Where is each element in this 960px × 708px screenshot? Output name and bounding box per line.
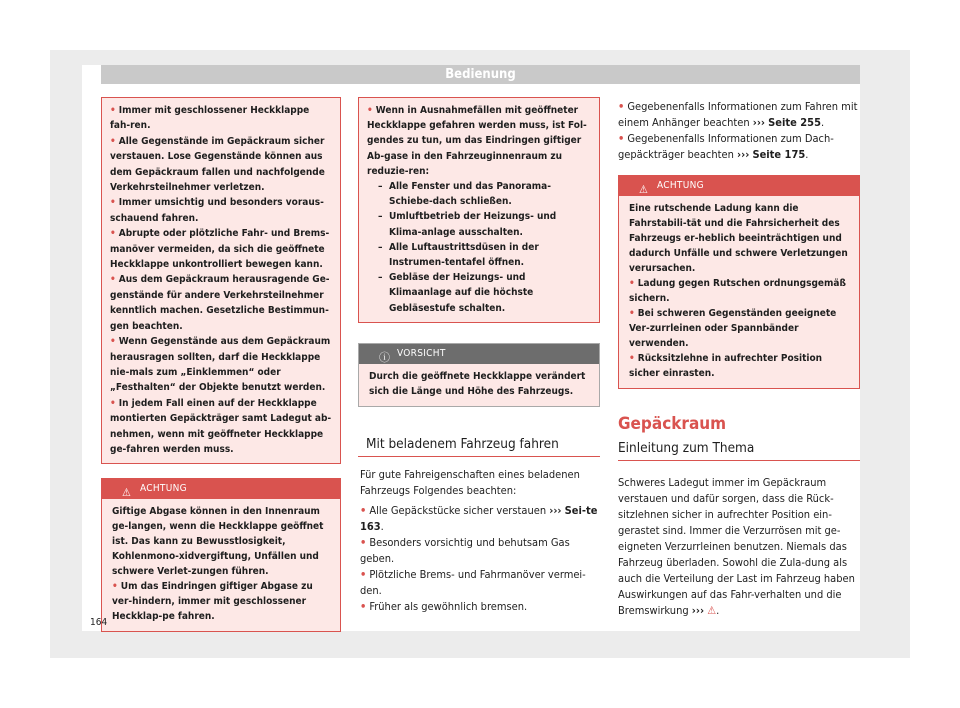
achtung-label: ACHTUNG [657, 180, 704, 191]
section-title: Mit beladenem Fahrzeug fahren [358, 437, 600, 458]
info-circle-icon: ⓘ [379, 350, 391, 364]
dash-list [367, 179, 591, 316]
achtung-header [619, 176, 859, 196]
intro-text: Für gute Fahreigenschaften eines beladenen Fahrzeugs Folgendes beachten: [360, 468, 580, 498]
list-item [110, 103, 332, 134]
bullet-icon: • [629, 353, 635, 364]
list-item [110, 134, 332, 196]
list-item [110, 195, 332, 226]
bullet-icon: • [110, 228, 116, 240]
bullet-icon: • [110, 197, 116, 209]
achtung-list [629, 276, 849, 381]
list-item-text: Alle Gepäckstücke sicher verstauen [369, 504, 547, 518]
achtung-text: Eine rutschende Ladung kann die Fahrstabili-tät und die Fahrsicherheit des Fahrzeugs er-heblich beeinträchtigen und dadurch Unfälle und schwere Verletzungen verursachen. [629, 203, 848, 274]
list-item-text: Immer mit geschlossener Heckklappe fah-ren. [110, 105, 310, 132]
vorsicht-header [359, 344, 599, 364]
list-item-text: Rücksitzlehne in aufrechter Position sicher einrasten. [629, 353, 823, 379]
dash-item-text: Gebläse der Heizungs- und Klimaanlage auf die höchste Gebläsestufe schalten. [389, 272, 534, 314]
warning-list [110, 103, 332, 457]
arrow-icon: ››› [691, 604, 705, 618]
arrow-icon: ››› [549, 504, 562, 518]
bullet-icon: • [110, 397, 116, 409]
arrow-icon: ››› [737, 148, 750, 161]
body-text: Schweres Ladegut immer im Gepäckraum verstauen und dafür sorgen, dass die Rück-sitzlehnen sicher in aufrechter Position ein-gerastet sind. Immer die Verzurrösen mit ge-eigneten Verzurrleinen benutzen. Niemals das Fahrzeug überladen. Sowohl die Zula-dung als auch die Verteilung der Last im Fahrzeug haben Auswirkungen auf das Fahr-verhalten und die Bremswirkung ››› ⚠. [618, 476, 855, 618]
list-item-text: Aus dem Gepäckraum herausragende Ge-genstände für andere Verkehrsteilnehmer kenntlich machen. Gesetzliche Bestimmun-gen beachten. [110, 274, 330, 332]
subheading: Einleitung zum Thema [618, 441, 860, 462]
bullet-icon: • [629, 278, 635, 289]
warning-triangle-icon[interactable]: ⚠ [707, 604, 717, 618]
list-item-text: Besonders vorsichtig und behutsam Gas geben. [360, 536, 570, 566]
list-item-text: In jedem Fall einen auf der Heckklappe montierten Gepäckträger samt Ladegut ab-nehmen, wenn mit geöffneter Heckklappe ge-fahren werden muss. [110, 397, 332, 455]
list-item [110, 272, 332, 334]
column-3 [618, 99, 860, 619]
dash-item [375, 270, 591, 316]
list-item: • Früher als gewöhnlich bremsen. [360, 600, 528, 614]
page-link[interactable]: Seite 255 [768, 116, 821, 129]
list-item: • Wenn in Ausnahmefällen mit geöffneter Heckklappe gefahren werden muss, ist Fol-gendes zu tun, um das Eindringen giftiger Ab-gase in den Fahrzeuginnenraum zu reduzie-ren: [367, 105, 587, 177]
list-item-text: Um das Eindringen giftiger Abgase zu ver-hindern, immer mit geschlossener Heckklap-pe fahren. [112, 581, 313, 623]
vorsicht-box [358, 343, 600, 407]
list-item: • Gegebenenfalls Informationen zum Fahren mit einem Anhänger beachten ››› Seite 255. [618, 100, 858, 129]
dash-icon: – [378, 181, 383, 193]
achtung-box-2 [618, 175, 860, 389]
list-item-text: Früher als gewöhnlich bremsen. [369, 600, 528, 614]
list-item-text: Gegebenenfalls Informationen zum Dach-gepäckträger beachten [618, 132, 834, 161]
bullet-icon: • [629, 308, 635, 319]
list-item [629, 276, 849, 306]
dash-item [375, 240, 591, 270]
list-item-text: Wenn Gegenstände aus dem Gepäckraum herausragen sollten, darf die Heckklappe nie-mals zum „Einklemmen“ oder „Festhalten“ der Objekte benutzt werden. [110, 336, 331, 394]
column-2 [358, 97, 600, 615]
list-item [629, 351, 849, 381]
list-item: • Plötzliche Brems- und Fahrmanöver vermei-den. [360, 568, 586, 598]
arrow-icon: ››› [752, 116, 766, 129]
list-item-text: Abrupte oder plötzliche Fahr- und Brems-manöver vermeiden, da sich die geöffnete Heckklappe unkontrolliert bewegen kann. [110, 228, 330, 271]
achtung-header [102, 479, 340, 499]
dash-icon: – [378, 272, 383, 284]
warning-box-continued-2 [358, 97, 600, 323]
dash-item [375, 209, 591, 239]
bullet-icon: • [110, 274, 116, 286]
dash-item-text: Umluftbetrieb der Heizungs- und Klima-anlage ausschalten. [389, 211, 557, 238]
achtung-text: Giftige Abgase können in den Innenraum ge-langen, wenn die Heckklappe geöffnet ist. Das kann zu Bewusstlosigkeit, Kohlenmono-xidvergiftung, Unfällen und schwere Verlet-zungen führen. [112, 506, 324, 578]
chapter-heading: Gepäckraum [618, 414, 727, 434]
bullet-icon: • [110, 135, 116, 147]
list-item-text: Alle Gegenstände im Gepäckraum sicher verstauen. Lose Gegenstände können aus dem Gepäckraum fallen und nachfolgende Verkehrsteilnehmer verletzen. [110, 135, 325, 194]
info-list [618, 99, 860, 163]
list-item: • Besonders vorsichtig und behutsam Gas geben. [360, 536, 570, 566]
list-item: • Gegebenenfalls Informationen zum Dach-gepäckträger beachten ››› Seite 175. [618, 132, 834, 161]
dash-icon: – [378, 241, 383, 253]
achtung-body [619, 196, 859, 388]
page-number: 164 [90, 617, 108, 628]
list-item [110, 226, 332, 272]
dash-item-text: Alle Fenster und das Panorama-Schiebe-dach schließen. [389, 181, 551, 208]
bullet-icon: • [110, 336, 116, 348]
list-item-text: Ladung gegen Rutschen ordnungsgemäß sichern. [629, 278, 846, 304]
warning-triangle-icon: ⚠ [639, 183, 649, 196]
achtung-body [102, 499, 340, 631]
list-item-text: Immer umsichtig und besonders voraus-schauend fahren. [110, 197, 324, 224]
list-item [110, 334, 332, 396]
section-body [358, 467, 600, 615]
page-header: Bedienung [101, 65, 860, 84]
list-item: • Um das Eindringen giftiger Abgase zu ver-hindern, immer mit geschlossener Heckklap-pe fahren. [112, 581, 313, 623]
achtung-label: ACHTUNG [140, 483, 187, 495]
list-item-text: Plötzliche Brems- und Fahrmanöver vermei-den. [360, 568, 586, 598]
warning-box-continued [101, 97, 341, 464]
achtung-box [101, 478, 341, 632]
list-item-text: Gegebenenfalls Informationen zum Fahren mit einem Anhänger beachten [618, 100, 858, 129]
dash-icon: – [378, 211, 383, 223]
list-item [629, 306, 849, 351]
body-paragraph: Schweres Ladegut immer im Gepäckraum verstauen und dafür sorgen, dass die Rück-sitzlehnen sicher in aufrechter Position ein-gerastet sind. Immer die Verzurrösen mit ge-eigneten Verzurrleinen benutzen. Niemals das Fahrzeug überladen. Sowohl die Zula-dung als auch die Verteilung der Last im Fahrzeug haben Auswirkungen auf das Fahr-verhalten und die Bremswirkung [618, 476, 855, 618]
vorsicht-text: Durch die geöffnete Heckklappe verändert sich die Länge und Höhe des Fahrzeugs. [369, 370, 586, 397]
page-link[interactable]: Sei-te 163 [360, 504, 598, 534]
dash-item [375, 179, 591, 209]
bullet-icon: • [110, 105, 116, 116]
column-1 [101, 97, 341, 632]
dash-item-text: Alle Luftaustrittsdüsen in der Instrumen-tentafel öffnen. [389, 241, 539, 269]
list-item-text: Bei schweren Gegenständen geeignete Ver-zurrleinen oder Spannbänder verwenden. [629, 308, 837, 349]
list-item [110, 396, 332, 458]
warning-triangle-icon: ⚠ [122, 486, 132, 500]
list-item: • Alle Gepäckstücke sicher verstauen ››› Sei-te 163. [360, 504, 598, 534]
list-item-text: Wenn in Ausnahmefällen mit geöffneter Heckklappe gefahren werden muss, ist Fol-gendes zu tun, um das Eindringen giftiger Ab-gase in den Fahrzeuginnenraum zu reduzie-ren: [367, 105, 587, 177]
vorsicht-label: VORSICHT [397, 347, 446, 359]
page-link[interactable]: Seite 175 [752, 148, 806, 161]
